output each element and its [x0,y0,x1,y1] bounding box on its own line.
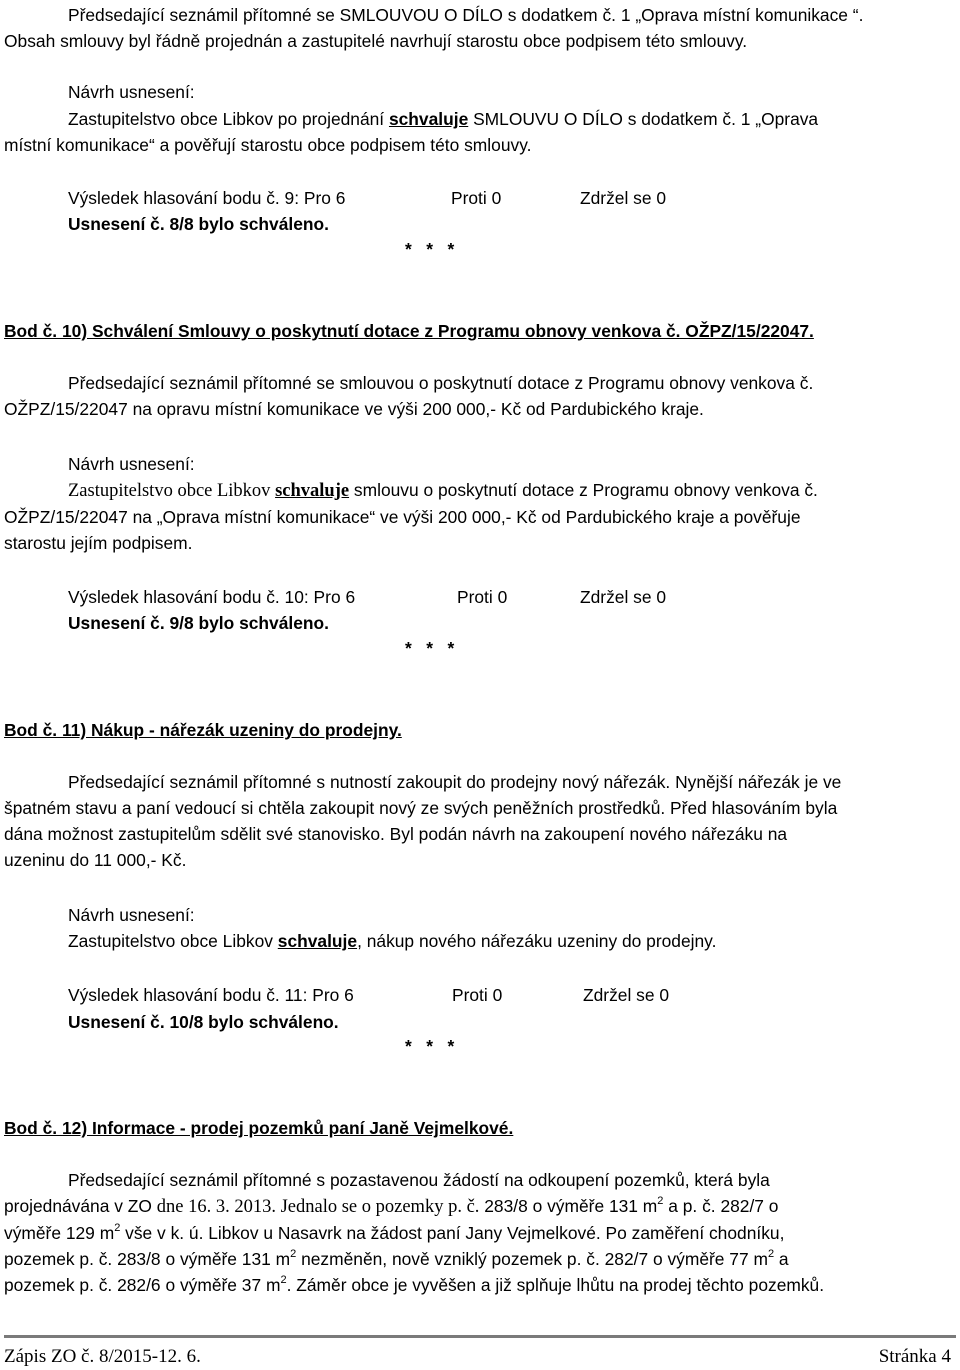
paragraph-line: uzeninu do 11 000,- Kč. [4,850,187,870]
resolution-proposal-label: Návrh usnesení: [68,454,195,474]
resolution-text: OŽPZ/15/22047 na „Oprava místní komunikace“ ve výši 200 000,- Kč od Pardubického kraje a pověřuje [4,507,801,527]
section-separator: * * * [405,1036,455,1056]
paragraph-line: Předsedající seznámil přítomné s nutností zakoupit do prodejny nový nářezák. Nynější nářezák je ve [68,772,842,792]
item-10-heading: Bod č. 10) Schválení Smlouvy o poskytnutí dotace z Programu obnovy venkova č. OŽPZ/15/22047. [4,321,814,341]
vote-result: Výsledek hlasování bodu č. 9: Pro 6 [68,188,346,208]
resolution-status: Usnesení č. 9/8 bylo schváleno. [68,613,329,633]
resolution-status: Usnesení č. 10/8 bylo schváleno. [68,1012,339,1032]
paragraph-line: špatném stavu a paní vedoucí si chtěla zakoupit nový ze svých peněžních prostředků. Před hlasováním byla [4,798,838,818]
paragraph-line: Předsedající seznámil přítomné s pozastavenou žádostí na odkoupení pozemků, která byla [68,1170,770,1190]
paragraph-line: dána možnost zastupitelům sdělit své stanovisko. Byl podán návrh na zakoupení nového nářezáku na [4,824,788,844]
vote-against: Proti 0 [457,587,508,607]
approve-keyword: schvaluje [275,481,350,501]
vote-abstain: Zdržel se 0 [580,188,667,208]
paragraph-line: Předsedající seznámil přítomné se SMLOUVOU O DÍLO s dodatkem č. 1 „Oprava místní komunikace “. [68,5,864,25]
resolution-text: Zastupitelstvo obce Libkov schvaluje smlouvu o poskytnutí dotace z Programu obnovy venkova č. [68,480,818,501]
approve-keyword: schvaluje [388,109,469,129]
paragraph-line: výměře 129 $m^2$ vše v k. ú. Libkov u Nasavrk na žádost paní Jany Vejmelkové. Po zaměření chodníku, [4,1222,785,1243]
item-12-heading: Bod č. 12) Informace - prodej pozemků paní Janě Vejmelkové. [4,1118,514,1138]
resolution-proposal-label: Návrh usnesení: [68,82,195,102]
item-11-heading: Bod č. 11) Nákup - nářezák uzeniny do prodejny. [4,720,402,740]
section-separator: * * * [405,239,455,259]
resolution-proposal-label: Návrh usnesení: [68,905,195,925]
footer-page-number: Stránka 4 [878,1346,951,1367]
footer-divider [4,1335,956,1338]
vote-result: Výsledek hlasování bodu č. 11: Pro 6 [68,985,354,1005]
paragraph-line: pozemek p. č. 282/6 o výměře 37 $m^2$. Záměr obce je vyvěšen a již splňuje lhůtu na prodej těchto pozemků. [4,1274,825,1295]
footer-document-title: Zápis ZO č. 8/2015-12. 6. [4,1346,201,1367]
resolution-text: Zastupitelstvo obce Libkov schvaluje, nákup nového nářezáku uzeniny do prodejny. [68,931,717,951]
paragraph-line: projednávána v ZO dne 16. 3. 2013. Jednalo se o pozemky p. č. 283/8 o výměře 131 $m^2$ a p. č. 282/7 o [4,1195,779,1217]
approve-keyword: schvaluje [277,931,358,951]
resolution-text: starostu jejím podpisem. [4,533,193,553]
paragraph-line: OŽPZ/15/22047 na opravu místní komunikace ve výši 200 000,- Kč od Pardubického kraje. [4,399,704,419]
section-separator: * * * [405,638,455,658]
vote-against: Proti 0 [452,985,503,1005]
vote-result: Výsledek hlasování bodu č. 10: Pro 6 [68,587,356,607]
vote-abstain: Zdržel se 0 [583,985,670,1005]
vote-abstain: Zdržel se 0 [580,587,667,607]
resolution-text: Zastupitelstvo obce Libkov po projednání schvaluje SMLOUVU O DÍLO s dodatkem č. 1 „Oprava [68,109,819,129]
resolution-status: Usnesení č. 8/8 bylo schváleno. [68,214,329,234]
paragraph-line: Předsedající seznámil přítomné se smlouvou o poskytnutí dotace z Programu obnovy venkova č. [68,373,814,393]
paragraph-line: pozemek p. č. 283/8 o výměře 131 $m^2$ nezměněn, nově vzniklý pozemek p. č. 282/7 o výměře 77 $m^2$ a [4,1248,789,1269]
resolution-text: místní komunikace“ a pověřují starostu obce podpisem této smlouvy. [4,135,532,155]
paragraph-line: Obsah smlouvy byl řádně projednán a zastupitelé navrhují starostu obce podpisem této smlouvy. [4,31,748,51]
vote-against: Proti 0 [451,188,502,208]
